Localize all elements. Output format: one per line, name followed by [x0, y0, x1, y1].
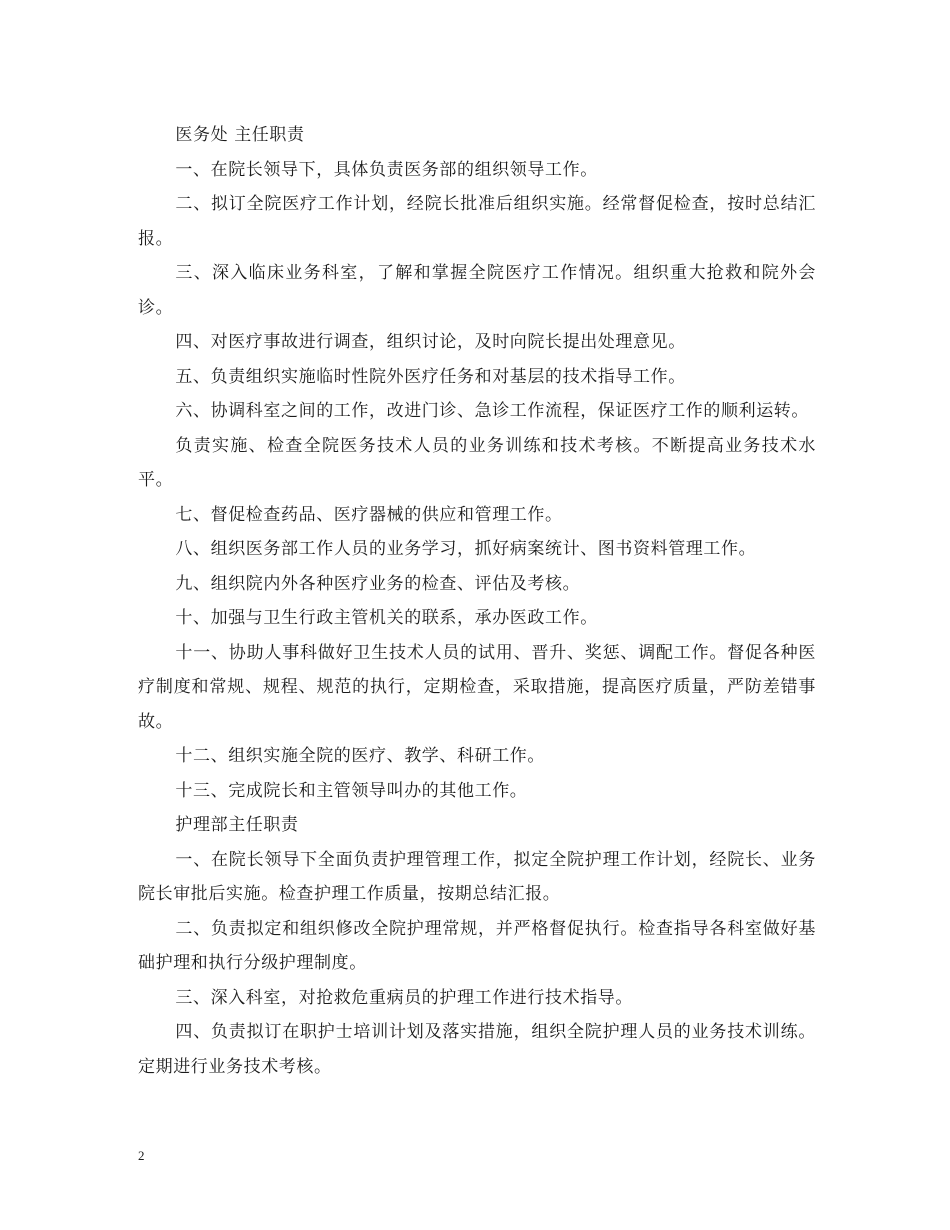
paragraph: 九、组织院内外各种医疗业务的检查、评估及考核。	[175, 573, 581, 594]
paragraph: 三、深入临床业务科室，了解和掌握全院医疗工作情况。组织重大抢救和院外会诊。	[138, 263, 816, 318]
paragraph: 八、组织医务部工作人员的业务学习，抓好病案统计、图书资料管理工作。	[175, 539, 757, 559]
section-heading-medical-affairs: 医务处 主任职责	[175, 125, 305, 145]
document-body	[138, 118, 816, 1084]
paragraph: 十二、组织实施全院的医疗、教学、科研工作。	[175, 746, 545, 766]
paragraph: 十、加强与卫生行政主管机关的联系，承办医政工作。	[175, 608, 598, 628]
paragraph: 七、督促检查药品、医疗器械的供应和管理工作。	[175, 504, 563, 525]
paragraph: 负责实施、检查全院医务技术人员的业务训练和技术考核。不断提高业务技术水平。	[138, 435, 816, 490]
paragraph: 四、负责拟订在职护士培训计划及落实措施，组织全院护理人员的业务技术训练。定期进行业务技术考核。	[138, 1022, 816, 1077]
paragraph: 二、拟订全院医疗工作计划，经院长批准后组织实施。经常督促检查，按时总结汇报。	[138, 194, 816, 249]
paragraph: 一、在院长领导下全面负责护理管理工作，拟定全院护理工作计划，经院长、业务院长审批后实施。检查护理工作质量，按期总结汇报。	[138, 849, 816, 904]
paragraph: 一、在院长领导下，具体负责医务部的组织领导工作。	[175, 159, 598, 180]
paragraph: 十一、协助人事科做好卫生技术人员的试用、晋升、奖惩、调配工作。督促各种医疗制度和常规、规程、规范的执行，定期检查，采取措施，提高医疗质量，严防差错事故。	[138, 642, 816, 732]
paragraph: 六、协调科室之间的工作，改进门诊、急诊工作流程，保证医疗工作的顺利运转。	[175, 401, 809, 421]
page-number: 2	[138, 1148, 145, 1163]
paragraph: 四、对医疗事故进行调查，组织讨论，及时向院长提出处理意见。	[175, 332, 686, 352]
paragraph: 五、负责组织实施临时性院外医疗任务和对基层的技术指导工作。	[175, 366, 686, 387]
section-heading-nursing: 护理部主任职责	[175, 815, 299, 835]
paragraph: 三、深入科室，对抢救危重病员的护理工作进行技术指导。	[175, 987, 633, 1008]
paragraph: 十三、完成院长和主管领导叫办的其他工作。	[175, 780, 528, 801]
paragraph: 二、负责拟定和组织修改全院护理常规，并严格督促执行。检查指导各科室做好基础护理和执行分级护理制度。	[138, 918, 816, 973]
